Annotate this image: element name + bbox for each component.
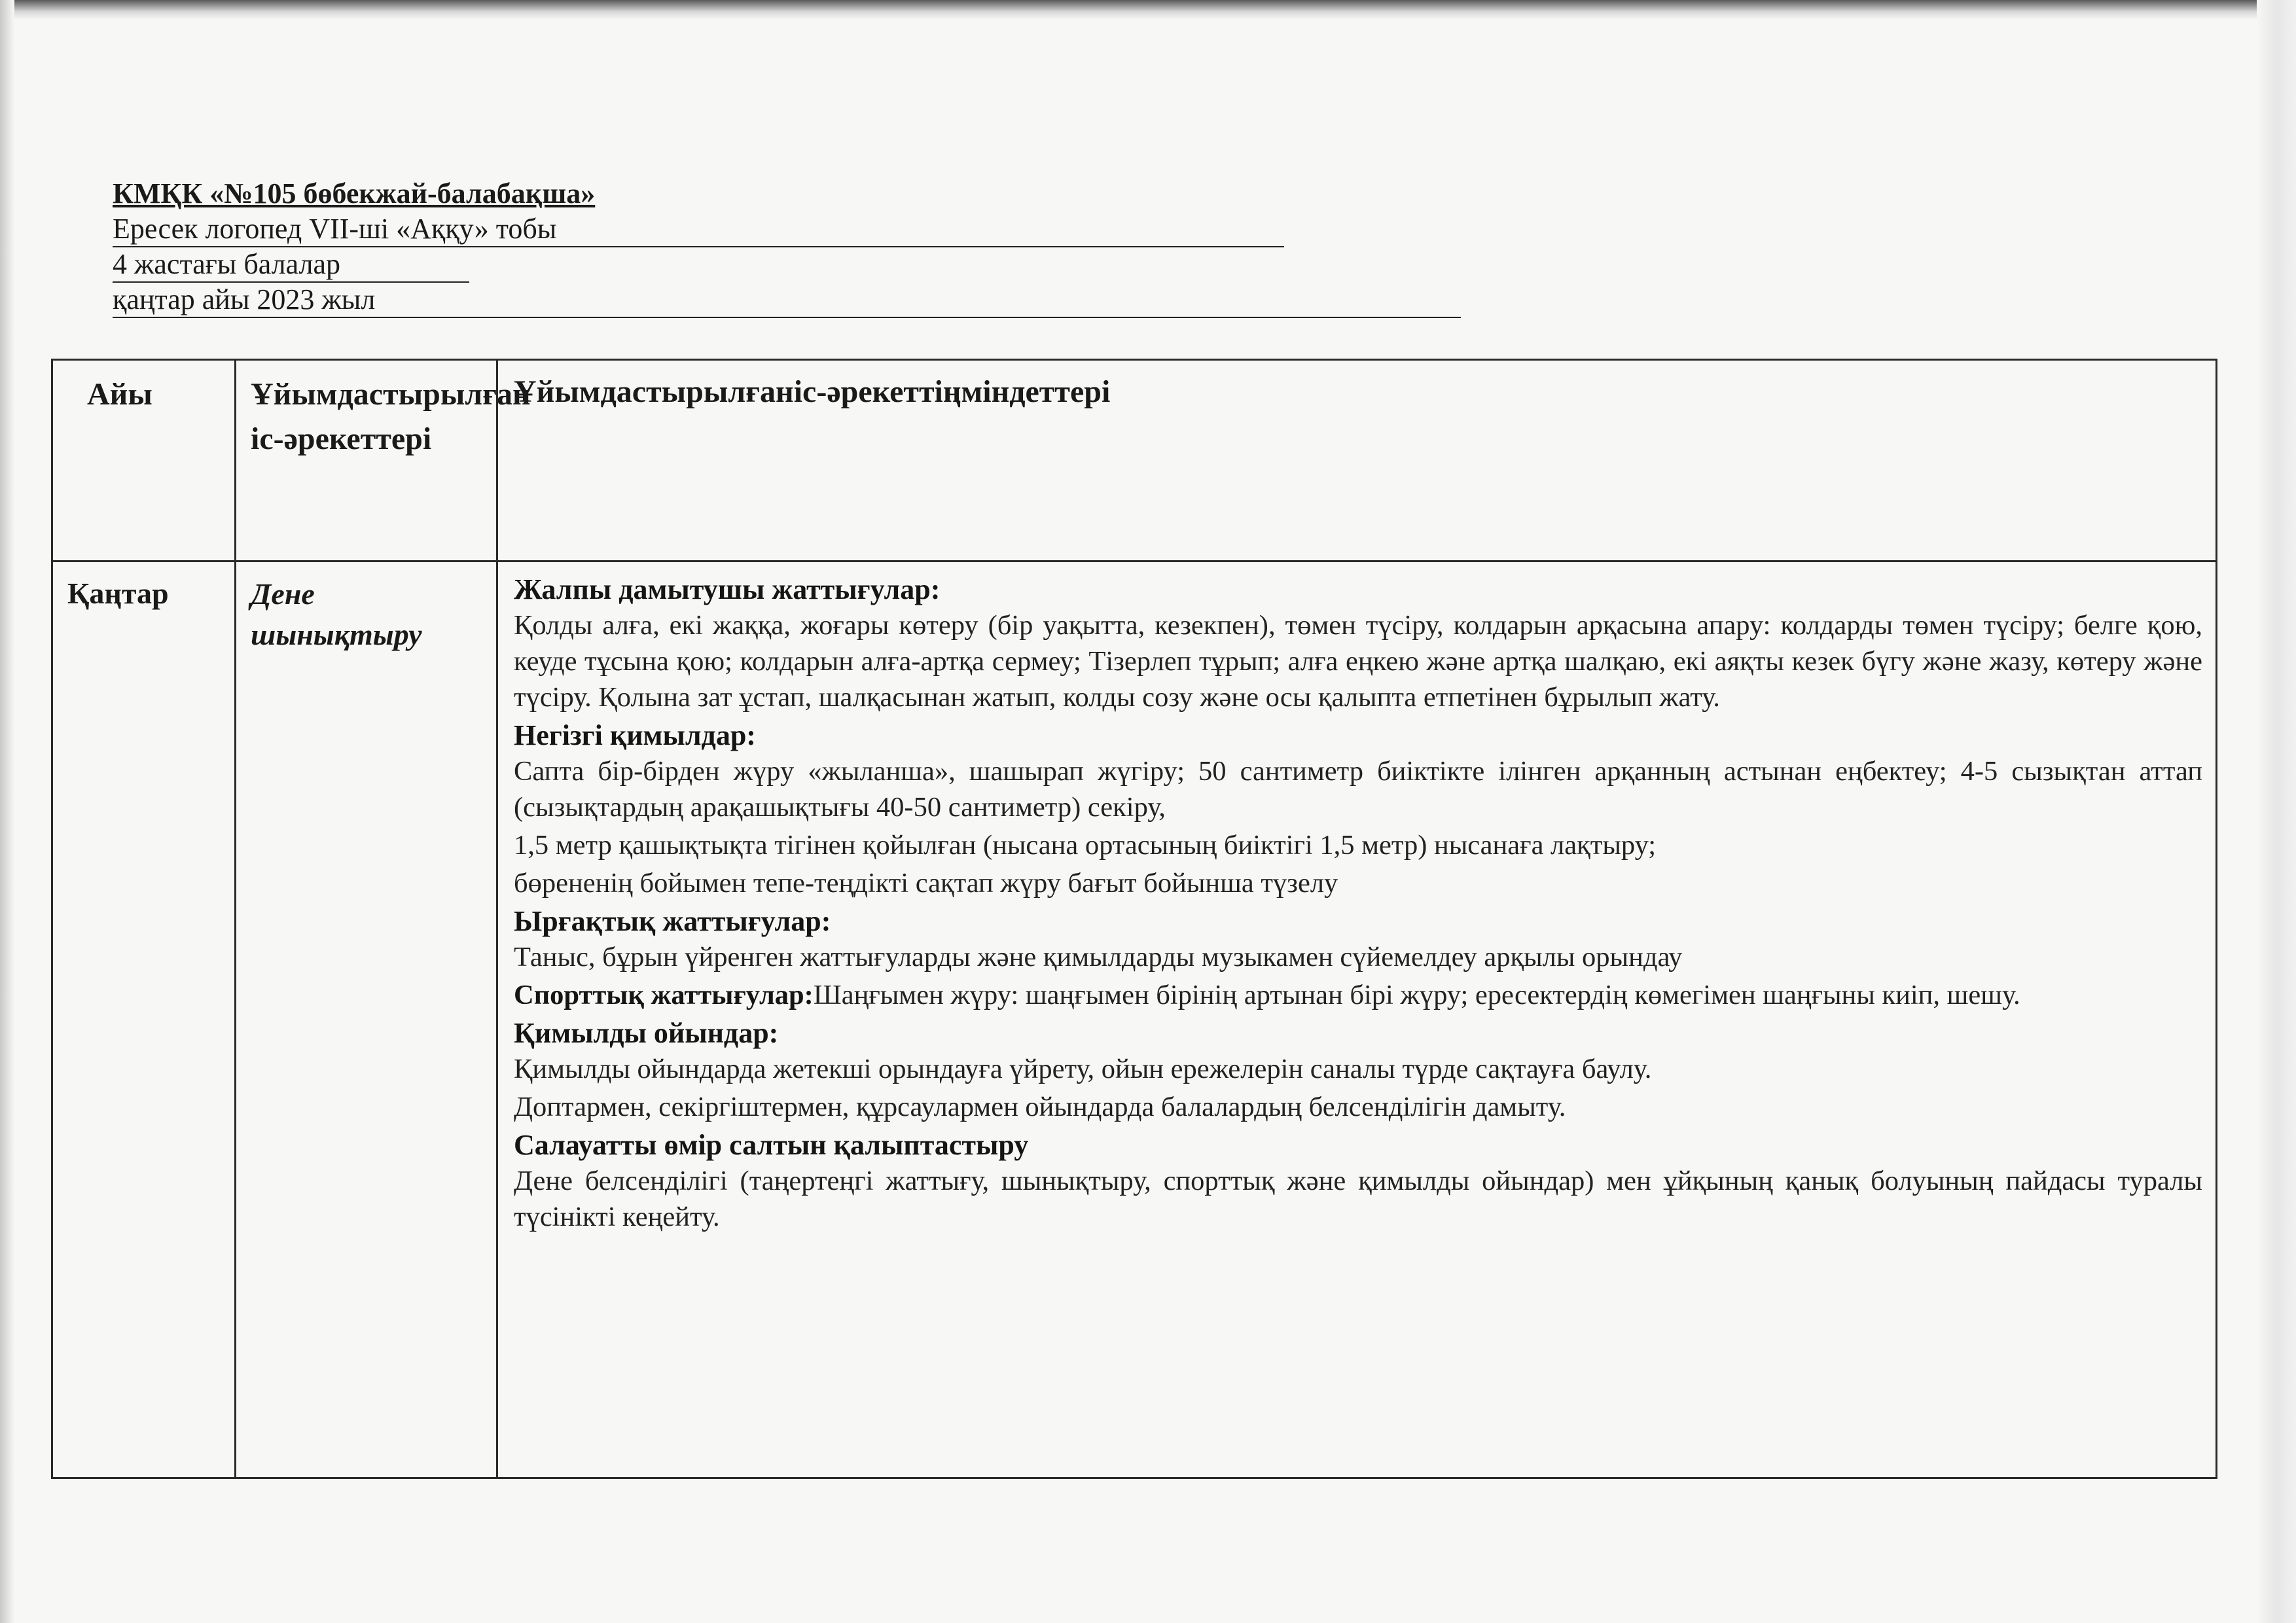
sport-exercises-title: Спорттық жаттығулар:	[514, 980, 814, 1010]
healthy-lifestyle-title: Салауатты өмір салтын қалыптастыру	[514, 1129, 1029, 1161]
organization-name: КМҚК «№105 бөбекжай-балабақша»	[113, 177, 596, 209]
rhythmic-exercises-title: Ырғақтық жаттығулар:	[514, 905, 831, 937]
general-exercises-title: Жалпы дамытушы жаттығулар:	[514, 573, 941, 605]
basic-movements-line-2: 1,5 метр қашықтықта тігінен қойылған (нысана ортасының биіктігі 1,5 метр) нысанаға лақтыру;	[514, 830, 1657, 861]
general-exercises-text: Қолды алға, екі жаққа, жоғары көтеру (бір уақытта, кезекпен), төмен түсіру, колдарын арқасына апару: колдарды төмен түсіру; белге қою, кеуде тұсына қою; колдарын алға-артқа сермеу; Тізерлеп тұрып; алға еңкею және артқа шалқаю, екі аяқты кезек бүгу және жазу, көтеру және түсіру. Қолына зат ұстап, шалқасынан жатып, колды созу және осы қалыпта етпетінен бұрылып жату.	[514, 610, 2202, 713]
basic-movements-line-1: Сапта бір-бірден жүру «жыланша», шашырап жүгіру; 50 сантиметр биіктікте ілінген арқанның астынан еңбектеу; 4-5 сызықтан аттап (сызықтардың арақашықтығы 40-50 сантиметр) секіру,	[514, 756, 2202, 823]
group-name: Ересек логопед VII-ші «Аққу» тобы	[113, 212, 1284, 247]
plan-period: қаңтар айы 2023 жыл	[113, 283, 1461, 318]
column-header-tasks: Ұйымдастырылғаніс-әрекеттіңміндеттері	[514, 374, 1111, 409]
healthy-lifestyle-text: Дене белсенділігі (таңертеңгі жаттығу, шынықтыру, спорттық және қимылды ойындар) мен ұйқының қанық болуының пайдасы туралы түсінікті кеңейту.	[514, 1166, 2202, 1232]
active-games-line-2: Доптармен, секіргіштермен, құрсаулармен ойындарда балалардың белсенділігін дамыту.	[514, 1092, 1566, 1122]
sport-exercises-text: Шаңғымен жүру: шаңғымен бірінің артынан бірі жүру; ересектердің көмегімен шаңғыны киіп, шешу.	[813, 980, 2020, 1010]
rhythmic-exercises-text: Таныс, бұрын үйренген жаттығуларды және қимылдарды музыкамен сүйемелдеу арқылы орындау	[514, 942, 1683, 972]
column-header-activity: Ұйымдастырылған іс-әрекеттері	[236, 361, 498, 560]
plan-table	[51, 359, 2217, 1479]
sport-exercises-paragraph	[514, 977, 2202, 1013]
table-row	[53, 562, 2215, 1477]
document-header	[113, 177, 1356, 318]
column-header-month: Айы	[53, 361, 236, 560]
active-games-line-1: Қимылды ойындарда жетекші орындауға үйрету, ойын ережелерін саналы түрде сақтауға баулу.	[514, 1054, 1652, 1084]
scan-border-left	[0, 0, 14, 1623]
basic-movements-title: Негізгі қимылдар:	[514, 719, 756, 751]
month-cell: Қаңтар	[53, 562, 236, 1477]
activity-cell: Дене шынықтыру	[236, 562, 498, 1477]
age-group: 4 жастағы балалар	[113, 247, 469, 283]
table-header-row	[53, 361, 2215, 562]
basic-movements-line-3: бөрененің бойымен тепе-теңдікті сақтап жүру бағыт бойынша түзелу	[514, 868, 1338, 899]
active-games-title: Қимылды ойындар:	[514, 1017, 779, 1049]
scan-border-right	[2257, 0, 2296, 1623]
tasks-cell	[498, 562, 2215, 1477]
scan-border-top	[0, 0, 2296, 20]
